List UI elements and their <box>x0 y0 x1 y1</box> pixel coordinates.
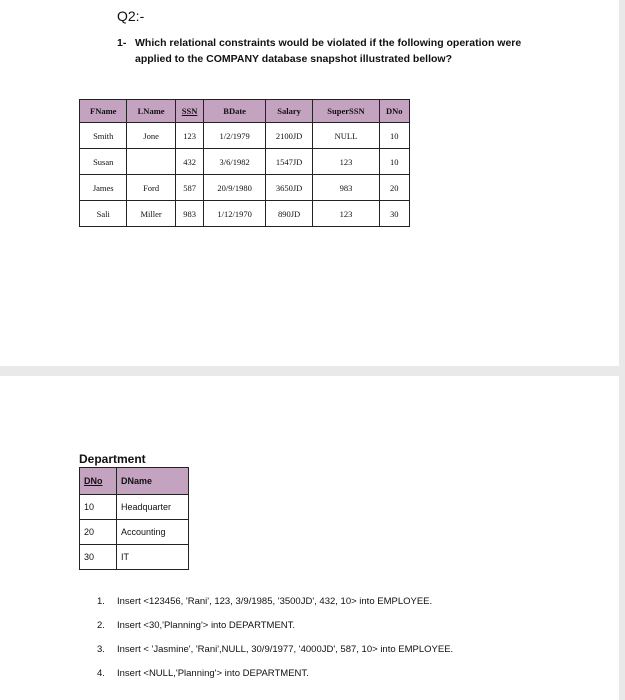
employee-header-row <box>80 100 410 123</box>
cell: 890JD <box>265 201 312 227</box>
cell: 10 <box>379 123 409 149</box>
col-lname: LName <box>127 100 175 123</box>
table-row <box>80 149 410 175</box>
operation-number: 3. <box>97 644 105 655</box>
cell: NULL <box>313 123 379 149</box>
cell: 983 <box>313 175 379 201</box>
table-row <box>80 495 189 520</box>
cell: 1/2/1979 <box>204 123 265 149</box>
question-item-text: Which relational constraints would be violated if the following operation were applied to the COMPANY database snapshot illustrated bellow? <box>135 37 522 65</box>
operation-number: 2. <box>97 620 105 631</box>
cell: 123 <box>313 201 379 227</box>
operation-text: Insert <123456, 'Rani', 123, 3/9/1985, '3500JD', 432, 10> into EMPLOYEE. <box>117 596 433 607</box>
question-item-number: 1- <box>117 37 127 49</box>
operation-number: 4. <box>97 668 105 679</box>
table-row <box>80 175 410 201</box>
cell: Jone <box>127 123 175 149</box>
department-header-row <box>80 468 189 495</box>
operation-text: Insert < 'Jasmine', 'Rani',NULL, 30/9/1977, '4000JD', 587, 10> into EMPLOYEE. <box>117 644 454 655</box>
col-dno: DNo <box>379 100 409 123</box>
cell: 30 <box>379 201 409 227</box>
cell: 20/9/1980 <box>204 175 265 201</box>
cell: 1547JD <box>265 149 312 175</box>
cell: Ford <box>127 175 175 201</box>
employee-table <box>79 99 410 227</box>
cell: 20 <box>379 175 409 201</box>
col-bdate: BDate <box>204 100 265 123</box>
cell: 2100JD <box>265 123 312 149</box>
operation-number: 1. <box>97 596 105 607</box>
cell: Miller <box>127 201 175 227</box>
cell: 20 <box>80 520 117 545</box>
cell: Headquarter <box>117 495 189 520</box>
col-salary: Salary <box>265 100 312 123</box>
cell: 3650JD <box>265 175 312 201</box>
col-dname: DName <box>117 468 189 495</box>
cell: 30 <box>80 545 117 570</box>
cell: 432 <box>175 149 204 175</box>
cell: 3/6/1982 <box>204 149 265 175</box>
table-row <box>80 545 189 570</box>
cell: 587 <box>175 175 204 201</box>
col-superssn: SuperSSN <box>313 100 379 123</box>
table-row <box>80 123 410 149</box>
cell: Accounting <box>117 520 189 545</box>
cell: 10 <box>379 149 409 175</box>
table-row <box>80 201 410 227</box>
cell: 123 <box>175 123 204 149</box>
col-fname: FName <box>80 100 127 123</box>
department-title: Department <box>79 452 146 466</box>
col-dno: DNo <box>80 468 117 495</box>
cell: IT <box>117 545 189 570</box>
operation-text: Insert <NULL,'Planning'> into DEPARTMENT. <box>117 668 309 679</box>
table-row <box>80 520 189 545</box>
cell <box>127 149 175 175</box>
question-heading: Q2:- <box>117 8 145 24</box>
cell: 123 <box>313 149 379 175</box>
cell: Smith <box>80 123 127 149</box>
cell: Susan <box>80 149 127 175</box>
cell: 10 <box>80 495 117 520</box>
department-table <box>79 467 189 570</box>
cell: James <box>80 175 127 201</box>
cell: 1/12/1970 <box>204 201 265 227</box>
cell: 983 <box>175 201 204 227</box>
cell: Sali <box>80 201 127 227</box>
operation-text: Insert <30,'Planning'> into DEPARTMENT. <box>117 620 296 631</box>
col-ssn: SSN <box>175 100 204 123</box>
